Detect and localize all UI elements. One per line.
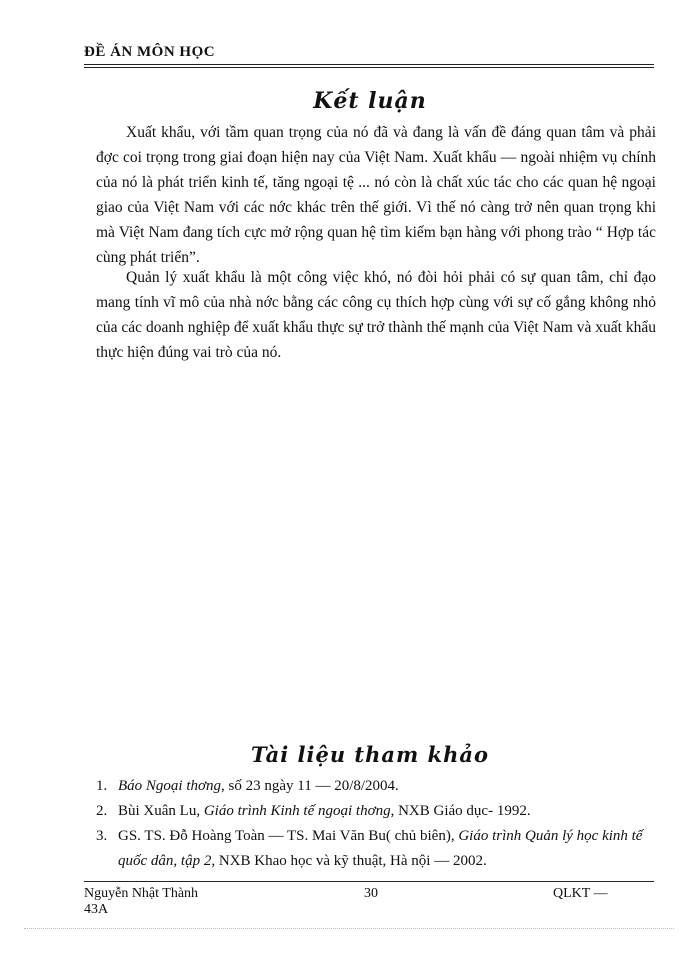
reference-source: Báo Ngoại thơng <box>118 778 222 794</box>
reference-suffix: , NXB Giáo dục- 1992. <box>390 803 531 819</box>
reference-text <box>118 799 656 824</box>
page-number: 30 <box>364 886 378 901</box>
header-divider <box>84 67 654 68</box>
reference-suffix: , số 23 ngày 11 — 20/8/2004. <box>221 778 399 794</box>
conclusion-section <box>96 120 656 270</box>
reference-number: 1. <box>96 778 108 794</box>
footer-author: Nguyễn Nhật Thành 43A <box>84 886 199 917</box>
references-list <box>96 774 656 874</box>
reference-prefix: Bùi Xuân Lu, <box>118 803 204 819</box>
footer-course: QLKT — <box>553 886 608 901</box>
reference-item <box>96 799 656 824</box>
page-bottom-edge <box>24 928 674 929</box>
conclusion-title: Kết luận <box>313 88 427 114</box>
page-header-title: ĐỀ ÁN MÔN HỌC <box>84 44 216 60</box>
footer-divider <box>84 881 654 882</box>
conclusion-paragraph: Quản lý xuất khẩu là một công việc khó, nó đòi hỏi phải có sự quan tâm, chỉ đạo mang tính vĩ mô của nhà nớc bằng các công cụ thích hợp cùng với sự cố gắng không nhỏ của các doanh nghiệp để xuất khẩu thực sự trở thành thế mạnh của Việt Nam và xuất khẩu thực hiện đúng vai trò của nó. <box>96 269 656 361</box>
reference-number: 3. <box>96 828 108 844</box>
references-title: Tài liệu tham khảo <box>251 742 489 767</box>
conclusion-paragraph: Xuất khẩu, với tầm quan trọng của nó đã và đang là vấn đề đáng quan tâm và phải đợc coi trọng trong giai đoạn hiện nay của Việt Nam. Xuất khẩu — ngoài nhiệm vụ chính của nó là phát triển kinh tế, tăng ngoại tệ ... nó còn là chất xúc tác cho các quan hệ ngoại giao của Việt Nam với các nớc khác trên thế giới. Vì thế nó càng trở nên quan trọng khi mà Việt Nam đang tích cực mở rộng quan hệ tìm kiếm bạn hàng với phong trào “ Hợp tác cùng phát triển”. <box>96 124 656 266</box>
reference-prefix: GS. TS. Đỗ Hoàng Toàn — TS. Mai Văn Bu( chủ biên), <box>118 828 459 844</box>
conclusion-section <box>96 265 656 365</box>
reference-number: 2. <box>96 803 108 819</box>
reference-text <box>118 774 656 799</box>
reference-source: Giáo trình Kinh tế ngoại thơng <box>203 803 391 819</box>
reference-item <box>96 824 656 874</box>
reference-text <box>118 824 656 874</box>
reference-source: Giáo trình Quản lý học kinh tế quốc dân, tập 2 <box>118 828 643 869</box>
reference-suffix: , NXB Khao học và kỹ thuật, Hà nội — 2002. <box>211 853 487 869</box>
header-divider <box>84 64 654 65</box>
reference-item <box>96 774 656 799</box>
